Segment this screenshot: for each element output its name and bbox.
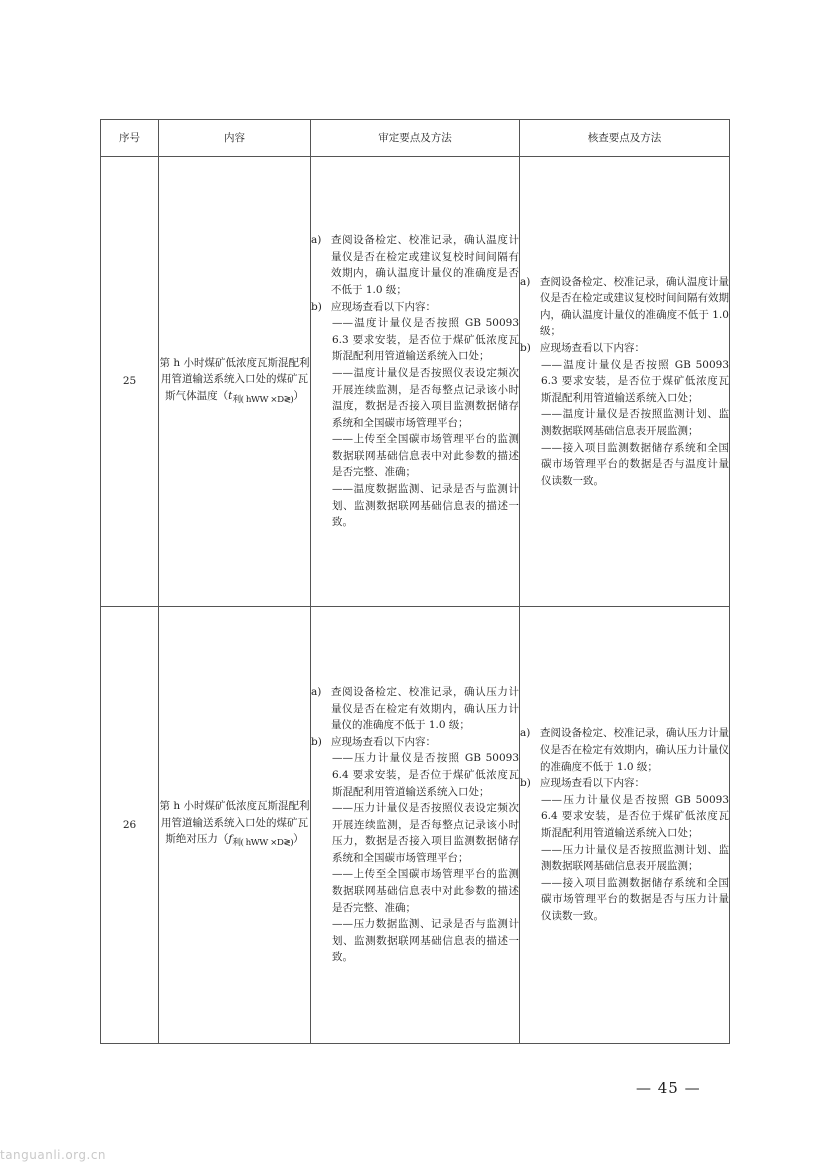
item-text: 查阅设备检定、校准记录，确认压力计量仪是否在检定有效期内，确认压力计量仪的准确度不低于 1.0 级；	[331, 685, 519, 732]
sub-item: ——温度计量仪是否按照 GB 50093 6.3 要求安装，是否位于煤矿低浓度瓦斯混配利用管道输送系统入口处；	[332, 317, 519, 363]
item-text: 应现场查看以下内容：	[540, 777, 645, 790]
list-item	[520, 725, 729, 775]
item-text: 应现场查看以下内容：	[331, 735, 436, 748]
sub-item: ——上传至全国碳市场管理平台的监测数据联网基础信息表中对此参数的描述是否完整、准确；	[332, 868, 519, 914]
sub-item: ——压力计量仪是否按照 GB 50093 6.4 要求安装，是否位于煤矿低浓度瓦斯混配利用管道输送系统入口处；	[541, 793, 729, 839]
item-marker: b)	[520, 342, 531, 355]
list-item	[520, 340, 729, 357]
sub-item: ——温度计量仪是否按照仪表设定频次开展连续监测，是否每整点记录该小时温度，数据是否接入项目监测数据储存系统和全国碳市场管理平台；	[332, 366, 519, 429]
param-symbol: ƒ	[228, 833, 233, 846]
list-item	[520, 775, 729, 792]
sub-item: ——温度数据监测、记录是否与监测计划、监测数据联网基础信息表的描述一致。	[332, 483, 519, 529]
item-text: 应现场查看以下内容：	[331, 300, 436, 313]
item-marker: b)	[311, 300, 322, 313]
row-content	[159, 157, 311, 607]
row-number: 26	[101, 607, 159, 1044]
sub-item: ——压力数据监测、记录是否与监测计划、监测数据联网基础信息表的描述一致。	[332, 918, 519, 964]
list-item	[311, 734, 519, 751]
row-content	[159, 607, 311, 1044]
item-marker: a)	[311, 685, 322, 698]
content-end: ）	[293, 833, 304, 846]
item-text: 查阅设备检定、校准记录，确认温度计量仪是否在检定或建议复校时间间隔有效期内，确认温度计量仪的准确度不低于 1.0 级；	[540, 275, 729, 338]
sub-item: ——压力计量仪是否按照 GB 50093 6.4 要求安装，是否位于煤矿低浓度瓦斯混配利用管道输送系统入口处；	[332, 752, 519, 798]
check-method-cell	[520, 157, 730, 607]
review-method-cell	[311, 607, 520, 1044]
sub-item: ——温度计量仪是否按照 GB 50093 6.3 要求安装，是否位于煤矿低浓度瓦斯混配利用管道输送系统入口处；	[541, 358, 729, 404]
sub-item: ——压力计量仪是否按照仪表设定频次开展连续监测，是否每整点记录该小时压力，数据是否接入项目监测数据储存系统和全国碳市场管理平台；	[332, 802, 519, 864]
table-row	[101, 157, 730, 607]
table-header-row	[101, 120, 730, 157]
review-method-cell	[311, 157, 520, 607]
header-review-method: 审定要点及方法	[311, 120, 520, 157]
content-end: ）	[293, 389, 304, 402]
row-number: 25	[101, 157, 159, 607]
sub-item: ——温度计量仪是否按照监测计划、监测数据联网基础信息表开展监测；	[541, 408, 729, 437]
watermark: tanguanli.org.cn	[0, 1148, 107, 1162]
header-no: 序号	[101, 120, 159, 157]
sub-item: ——压力计量仪是否按照监测计划、监测数据联网基础信息表开展监测；	[541, 843, 729, 873]
param-subscript: 利( hWW ×D≷)	[232, 394, 294, 405]
content-text: 第 h 小时煤矿低浓度瓦斯混配利用管道输送系统入口处的煤矿瓦斯气体温度（	[159, 356, 310, 402]
param-symbol: t	[228, 389, 233, 402]
sub-item: ——接入项目监测数据储存系统和全国碳市场管理平台的数据是否与温度计量仪读数一致。	[541, 441, 729, 487]
item-marker: a)	[311, 234, 322, 247]
list-item	[520, 274, 729, 340]
list-item	[311, 232, 519, 298]
item-marker: b)	[311, 735, 322, 748]
param-subscript: 利( hWW ×D≷)	[232, 838, 294, 849]
sub-item: ——上传至全国碳市场管理平台的监测数据联网基础信息表中对此参数的描述是否完整、准确；	[332, 433, 519, 479]
item-text: 查阅设备检定、校准记录，确认压力计量仪是否在检定有效期内，确认压力计量仪的准确度不低于 1.0 级；	[540, 727, 729, 773]
table-row	[101, 607, 730, 1044]
item-marker: b)	[520, 777, 531, 790]
header-check-method: 核查要点及方法	[520, 120, 730, 157]
content-text: 第 h 小时煤矿低浓度瓦斯混配利用管道输送系统入口处的煤矿瓦斯绝对压力（	[159, 800, 310, 846]
requirements-table	[100, 119, 730, 1044]
list-item	[311, 684, 519, 734]
item-marker: a)	[520, 727, 531, 740]
sub-item: ——接入项目监测数据储存系统和全国碳市场管理平台的数据是否与压力计量仪读数一致。	[541, 876, 729, 922]
check-method-cell	[520, 607, 730, 1044]
list-item	[311, 299, 519, 316]
header-content: 内容	[159, 120, 311, 157]
item-text: 查阅设备检定、校准记录，确认温度计量仪是否在检定或建议复校时间间隔有效期内，确认温度计量仪的准确度是否不低于 1.0 级；	[331, 234, 519, 296]
item-text: 应现场查看以下内容：	[540, 342, 645, 355]
item-marker: a)	[520, 275, 531, 288]
page-number: — 45 —	[636, 1079, 701, 1097]
